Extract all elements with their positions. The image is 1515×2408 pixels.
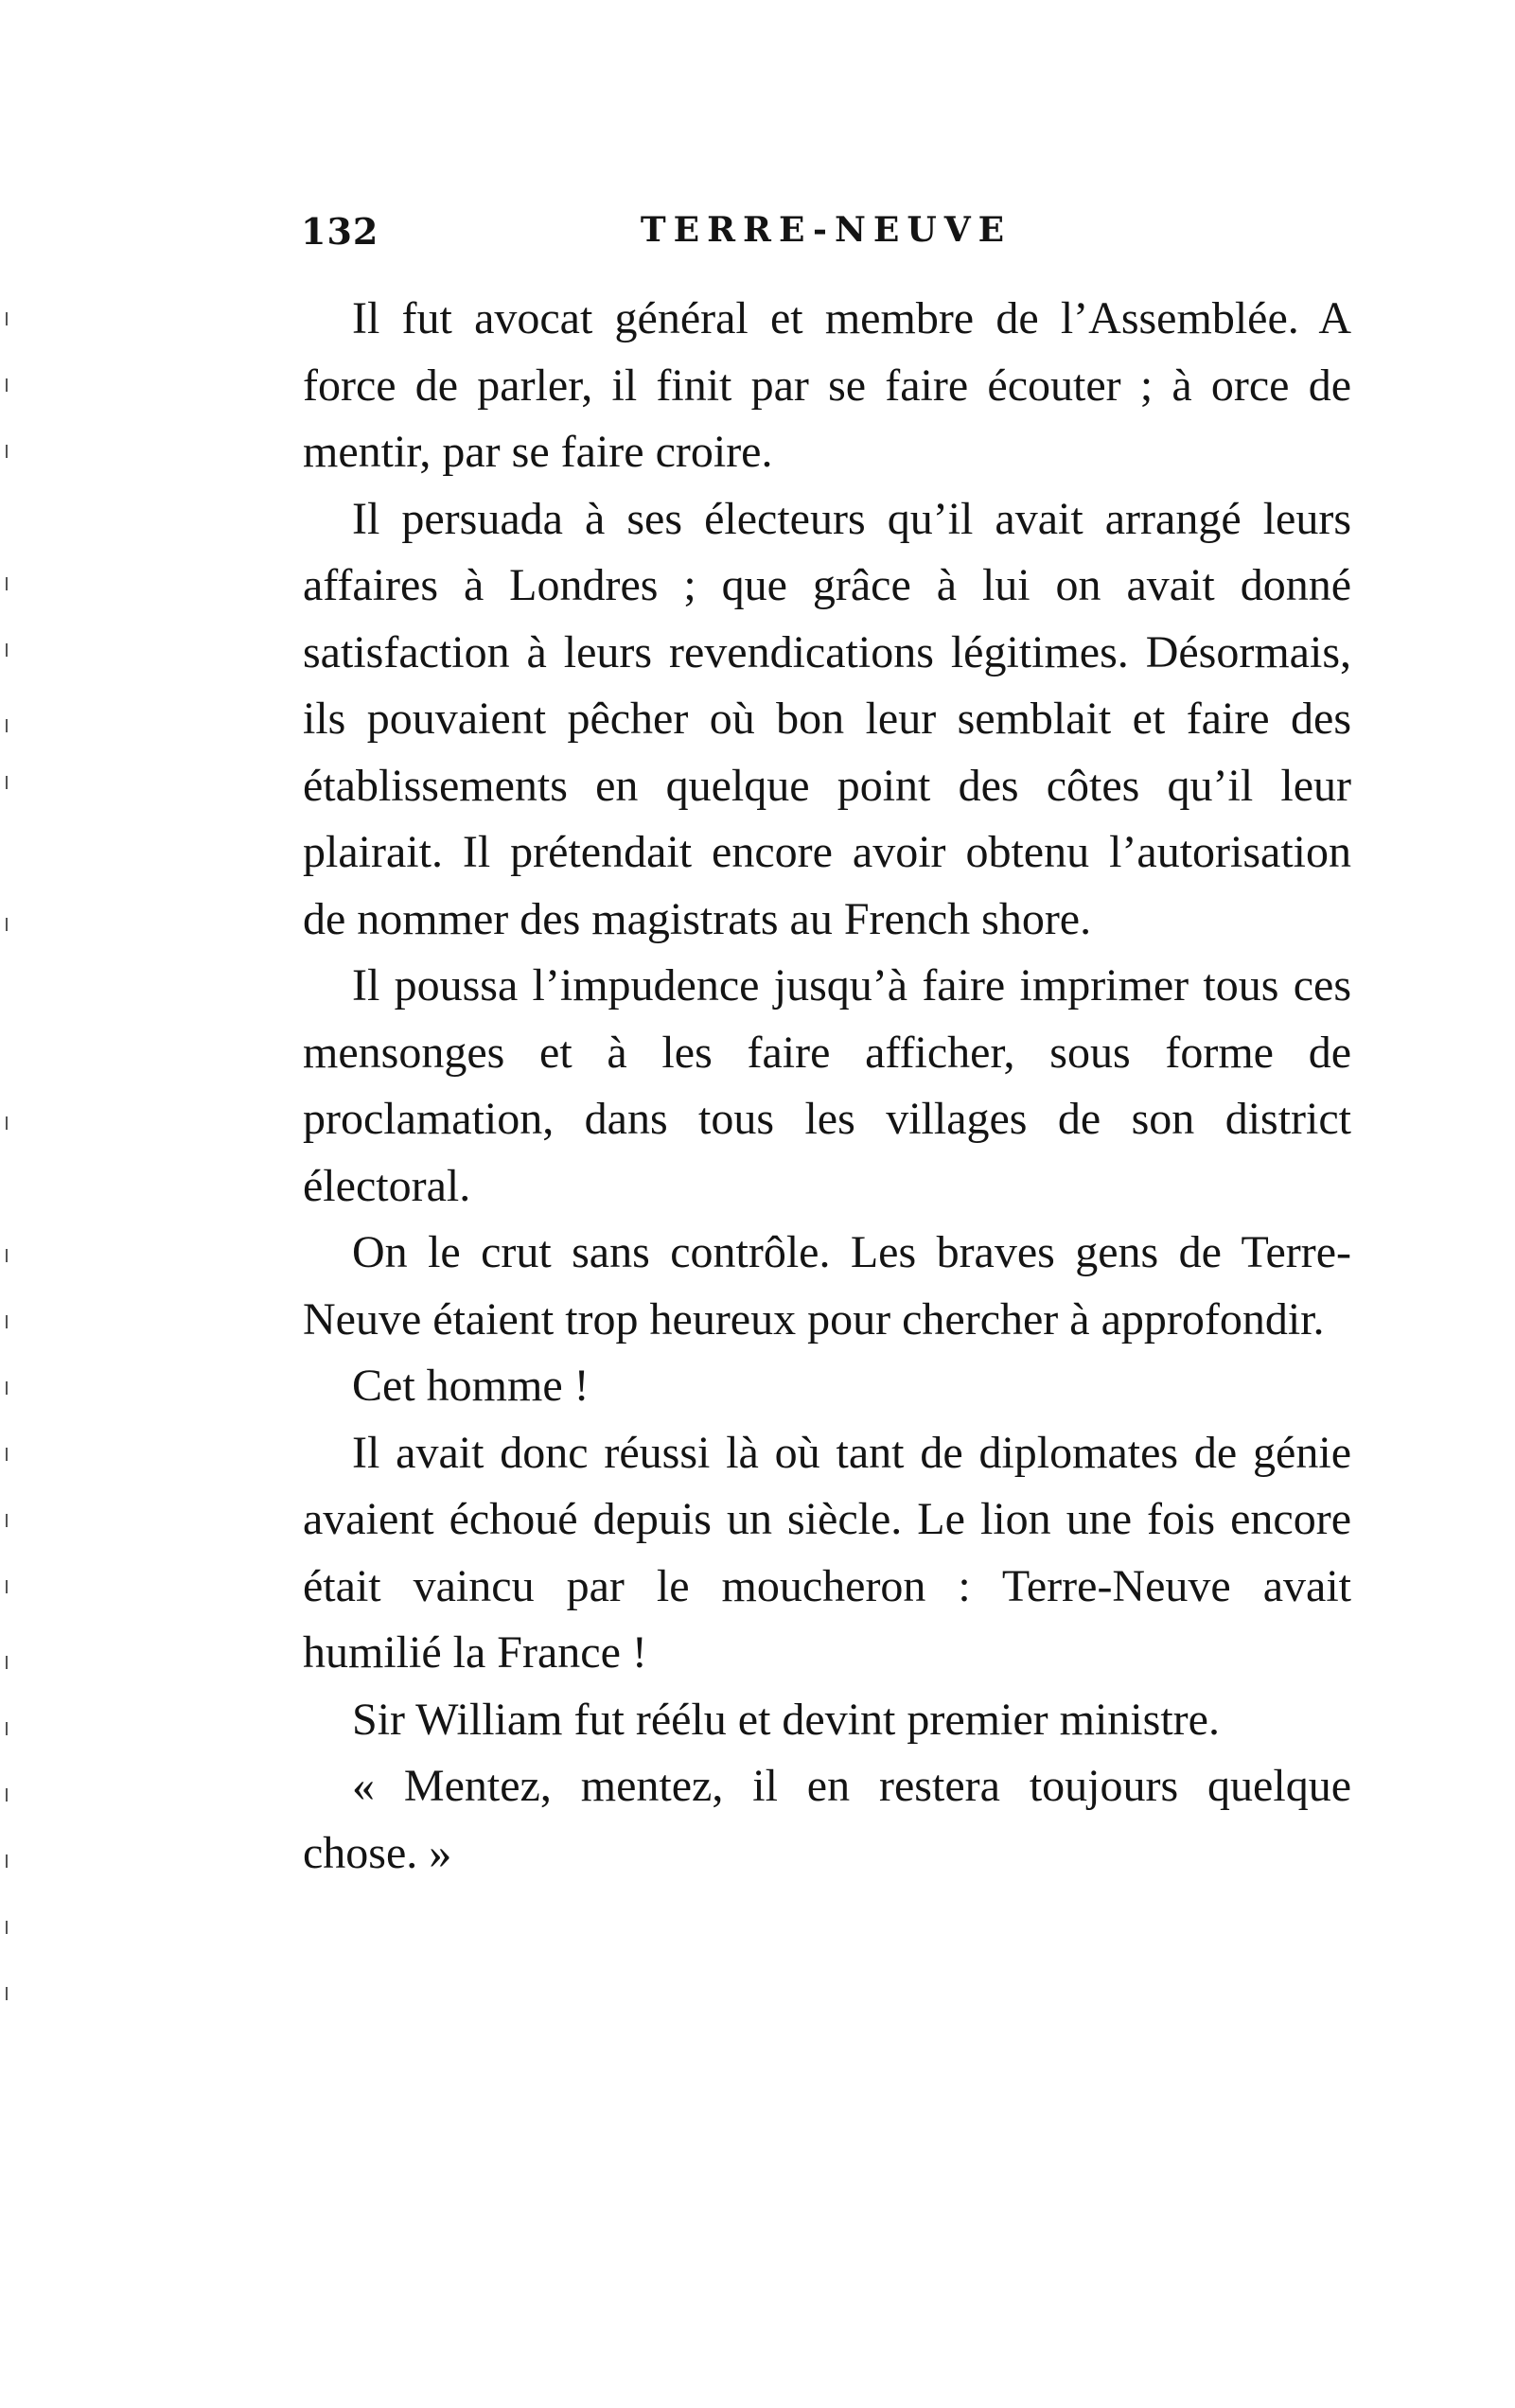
page-header [301,210,1351,267]
paragraph: On le crut sans contrôle. Les braves gens de Terre-Neuve étaient trop heureux pour chercher à approfondir. [303,1227,1351,1345]
paragraph: Il avait donc réussi là où tant de diplomates de génie avaient échoué depuis un siècle. Le lion une fois encore était vaincu par le moucheron : Terre-Neuve avait humilié la France ! [303,1427,1351,1678]
paragraph: « Mentez, mentez, il en restera toujours quelque chose. » [303,1761,1351,1878]
body-text [303,286,1351,1887]
paragraph: Cet homme ! [352,1361,590,1411]
running-title: TERRE-NEUVE [640,210,1013,250]
paragraph: Il poussa l’impudence jusqu’à faire imprimer tous ces mensonges et à les faire afficher, sous forme de proclamation, dans tous les villages de son district électoral. [303,960,1351,1211]
page-number: 132 [301,210,379,253]
page-edge-marks [0,0,15,2408]
paragraph: Il fut avocat général et membre de l’Assemblée. A force de parler, il finit par se faire écouter ; à orce de mentir, par se faire croire. [303,293,1351,477]
paragraph: Sir William fut réélu et devint premier ministre. [352,1694,1220,1745]
paragraph: Il persuada à ses électeurs qu’il avait arrangé leurs affaires à Londres ; que grâce à lui on avait donné satisfaction à leurs revendications légitimes. Désormais, ils pouvaient pêcher où bon leur semblait et faire des établissements en quelque point des côtes qu’il leur plairait. Il prétendait encore avoir obtenu l’autorisation de nommer des magistrats au French shore. [303,493,1351,944]
